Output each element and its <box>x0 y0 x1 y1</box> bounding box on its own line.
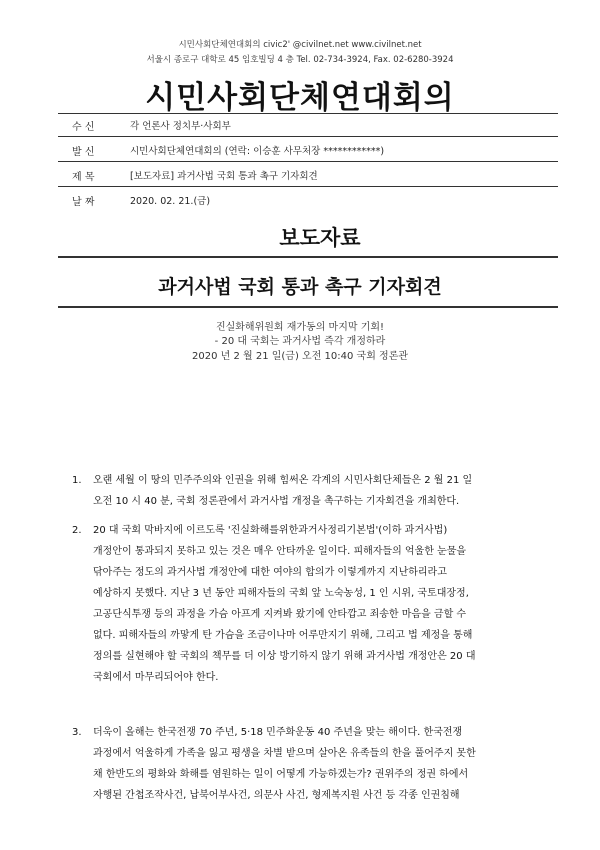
org-name-heading: 시민사회단체연대회의 <box>145 80 455 116</box>
press-release-label: 보도자료 <box>279 226 361 250</box>
paragraph-line: 20 대 국회 막바지에 이르도록 '진실화해를위한과거사정리기본법'(이하 과거사법) <box>93 525 448 536</box>
date-value: 2020. 02. 21.(금) <box>130 196 211 207</box>
body-paragraph <box>75 722 535 806</box>
paragraph-line: 고공단식투쟁 등의 과정을 가슴 아프게 지켜봐 왔기에 안타깝고 죄송한 마음을 금할 수 <box>93 609 467 620</box>
paragraph-number: 2. <box>72 525 82 536</box>
sender-value: 시민사회단체연대회의 (연락: 이승훈 사무처장 ************) <box>130 146 385 157</box>
meta-top-rule <box>58 113 558 114</box>
paragraph-line: 없다. 피해자들의 까맣게 탄 가슴을 조금이나마 어루만지기 위해, 그리고 법 제정을 통해 <box>93 630 473 641</box>
recipient-label: 수 신 <box>72 122 95 133</box>
body-paragraph <box>75 470 535 512</box>
paragraph-line: 정의를 실현해야 할 국회의 책무를 더 이상 방기하지 않기 위해 과거사법 개정안은 20 대 <box>93 651 476 662</box>
date-label: 날 짜 <box>72 197 95 208</box>
subject-value: [보도자료] 과거사법 국회 통과 촉구 기자회견 <box>130 171 318 182</box>
meta-divider <box>58 161 558 162</box>
subject-label: 제 목 <box>72 172 95 183</box>
meta-divider <box>58 136 558 137</box>
document-title: 과거사법 국회 통과 촉구 기자회견 <box>158 276 442 298</box>
subtitle-line: - 20 대 국회는 과거사법 즉각 개정하라 <box>214 336 386 347</box>
paragraph-number: 1. <box>72 475 82 486</box>
paragraph-line: 개정안이 통과되지 못하고 있는 것은 매우 안타까운 일이다. 피해자들의 억울한 눈물을 <box>93 546 467 557</box>
body-paragraph <box>75 520 535 688</box>
event-datetime-line: 2020 년 2 월 21 일(금) 오전 10:40 국회 정론관 <box>191 351 409 362</box>
title-bottom-rule <box>58 306 558 308</box>
title-top-rule <box>58 256 558 258</box>
contact-line-2: 서울시 종로구 대학로 45 임호빌딩 4 층 Tel. 02-734-3924, Fax. 02-6280-3924 <box>146 55 454 65</box>
sender-label: 발 신 <box>72 147 95 158</box>
recipient-value: 각 언론사 정치부·사회부 <box>130 121 231 132</box>
paragraph-line: 국회에서 마무리되어야 한다. <box>93 672 219 683</box>
paragraph-line: 더욱이 올해는 한국전쟁 70 주년, 5·18 민주화운동 40 주년을 맞는 해이다. 한국전쟁 <box>93 727 463 738</box>
paragraph-line: 닦아주는 정도의 과거사법 개정안에 대한 여야의 합의가 이렇게까지 지난하리라고 <box>93 567 447 578</box>
subtitle-line: 진실화해위원회 재가동의 마지막 기회! <box>215 322 385 333</box>
paragraph-line: 오랜 세월 이 땅의 민주주의와 인권을 위해 힘써온 각계의 시민사회단체들은 2 월 21 일 <box>93 475 473 486</box>
paragraph-line: 채 한반도의 평화와 화해를 염원하는 일이 어떻게 가능하겠는가? 권위주의 정권 하에서 <box>93 769 469 780</box>
paragraph-line: 예상하지 못했다. 지난 3 년 동안 피해자들의 국회 앞 노숙농성, 1 인 시위, 국토대장정, <box>93 588 469 599</box>
paragraph-number: 3. <box>72 727 82 738</box>
meta-divider <box>58 186 558 187</box>
paragraph-line: 과정에서 억울하게 가족을 잃고 평생을 차별 받으며 살아온 유족들의 한을 풀어주지 못한 <box>93 748 476 759</box>
paragraph-line: 자행된 간첩조작사건, 납북어부사건, 의문사 사건, 형제복지원 사건 등 각종 인권침해 <box>93 790 460 801</box>
paragraph-line: 오전 10 시 40 분, 국회 정론관에서 과거사법 개정을 촉구하는 기자회견을 개최한다. <box>93 496 460 507</box>
contact-line-1: 시민사회단체연대회의 civic2' @civilnet.net www.civilnet.net <box>178 40 422 50</box>
